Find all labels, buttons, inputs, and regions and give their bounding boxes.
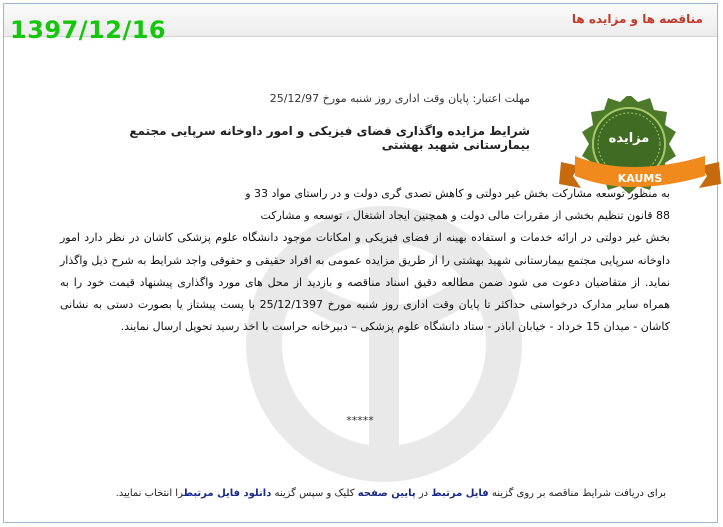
date-stamp: 1397/12/16: [10, 16, 167, 44]
body-line-1: به منظور توسعه مشارکت بخش غیر دولتی و کاهش تصدی گری دولت و در راستای مواد 33 و: [245, 187, 670, 200]
notice-body: [60, 183, 670, 338]
validity-deadline: مهلت اعتبار: پایان وقت اداری روز شنبه مورخ 25/12/97: [269, 92, 530, 105]
download-instructions: [60, 488, 666, 499]
footer-text-1: برای دریافت شرایط مناقصه بر روی گزینه: [488, 488, 666, 499]
seal-brand: KAUMS: [617, 172, 663, 185]
related-file-link[interactable]: فایل مرتبط: [431, 488, 489, 499]
footer-text-2: در: [415, 488, 432, 499]
seal-word: مزایده: [608, 131, 650, 146]
notice-heading: شرایط مزایده واگذاری فضای فیزیکی و امور داوخانه سرپایی مجتمع بیمارستانی شهید بهشتی: [129, 124, 530, 152]
body-line-2: 88 قانون تنظیم بخشی از مقررات مالی دولت و همچنین ایجاد اشتغال ، توسعه و مشارکت: [260, 209, 670, 223]
page-bottom-link[interactable]: پایین صفحه: [357, 488, 416, 499]
download-file-link[interactable]: دانلود فایل مرتبط: [183, 488, 272, 499]
footer-text-3: کلیک و سپس گزینه: [271, 488, 358, 499]
body-text: بخش غیر دولتی در ارائه خدمات و استفاده بهینه از فضای فیزیکی و امکانات موجود دانشگاه علوم پزشکی کاشان در نظر دارد امور داوخانه سرپایی مجتمع بیمارستانی شهید بهشتی را از طریق مزایده عمومی به افراد حقیقی و حقوقی واجد شرایط به شرح ذیل واگذار نماید. از متقاضیان دعوت می شود ضمن مطالعه دقیق اسناد مناقصه و بازدید از محل های مورد واگذاری پیشنهاد قیمت خود را به همراه سایر مدارک درخواستی حداکثر تا پایان وقت اداری روز شنبه مورخ 25/12/1397 با پست پیشتاز یا بصورت دستی به نشانی کاشان - میدان 15 خرداد - خیابان اباذر - ستاد دانشگاه علوم پزشکی – دبیرخانه حراست با اخذ رسید تحویل ارسال نمایند.: [60, 231, 671, 334]
page-title: مناقصه ها و مزایده ها: [571, 12, 703, 26]
footer-text-4: را انتخاب نمایید.: [115, 488, 184, 499]
separator-stars: *****: [346, 414, 374, 427]
